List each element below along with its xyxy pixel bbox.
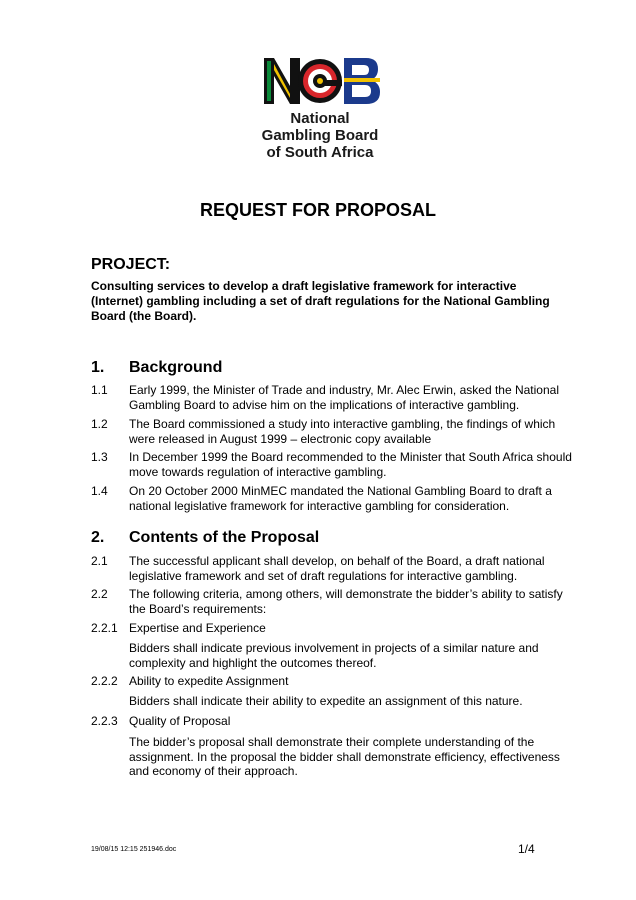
section-number: 2.: [91, 529, 105, 546]
section-heading-background: [91, 359, 222, 377]
section-title: Contents of the Proposal: [129, 529, 320, 546]
item-number: 2.2.1: [91, 621, 118, 635]
item-text: The Board commissioned a study into interactive gambling, the findings of which were released in August 1999 – electronic copy available: [129, 417, 556, 446]
org-name-line: of South Africa: [266, 144, 374, 161]
document-title: REQUEST FOR PROPOSAL: [199, 200, 437, 220]
item-number: 2.2.3: [91, 714, 118, 728]
item-number: 1.4: [91, 484, 108, 498]
list-item: [91, 484, 581, 513]
page-number: 1/4: [518, 842, 535, 856]
list-item: [91, 417, 581, 446]
org-name: [240, 110, 400, 161]
item-number: 1.2: [91, 417, 108, 431]
item-paragraph: The bidder’s proposal shall demonstrate their complete understanding of the assignment. In the proposal the bidder shall demonstrate efficiency, effectiveness and economy of their approach.: [129, 735, 560, 778]
item-number: 1.1: [91, 383, 108, 397]
item-paragraph: Bidders shall indicate their ability to expedite an assignment of this nature.: [129, 694, 523, 708]
item-paragraph: Bidders shall indicate previous involvement in projects of a similar nature and complexity and highlight the outcomes thereof.: [129, 641, 539, 670]
section-number: 1.: [91, 359, 105, 376]
item-text: On 20 October 2000 MinMEC mandated the National Gambling Board to draft a national legislative framework for interactive gambling for consideration.: [129, 484, 552, 513]
project-label: PROJECT:: [91, 256, 171, 273]
item-text: Quality of Proposal: [129, 714, 231, 728]
list-item: [91, 587, 581, 616]
item-number: 2.1: [91, 554, 108, 568]
item-number: 2.2: [91, 587, 108, 601]
item-number: 2.2.2: [91, 674, 118, 688]
list-item: [91, 383, 581, 412]
list-item: [91, 450, 581, 479]
item-number: 1.3: [91, 450, 108, 464]
item-text: The following criteria, among others, will demonstrate the bidder’s ability to satisfy the Board’s requirements:: [129, 587, 563, 616]
section-title: Background: [129, 359, 223, 376]
item-text: The successful applicant shall develop, on behalf of the Board, a draft national legislative framework and set of draft regulations for interactive gambling.: [129, 554, 545, 583]
ngb-logo-icon: [262, 54, 382, 106]
list-item: [91, 674, 581, 689]
item-text: Early 1999, the Minister of Trade and industry, Mr. Alec Erwin, asked the National Gambling Board to advise him on the implications of interactive gambling.: [129, 383, 559, 412]
list-item: [91, 621, 581, 636]
item-text: Expertise and Experience: [129, 621, 266, 635]
item-text: In December 1999 the Board recommended to the Minister that South Africa should move towards regulation of interactive gambling.: [129, 450, 572, 479]
org-name-line: National: [290, 110, 350, 127]
list-item: [91, 554, 581, 583]
section-heading-contents: [91, 529, 319, 547]
org-name-line: Gambling Board: [261, 127, 379, 144]
item-text: Ability to expedite Assignment: [129, 674, 289, 688]
project-description: Consulting services to develop a draft legislative framework for interactive (Internet) gambling including a set of draft regulations for the National Gambling Board (the Board).: [91, 279, 550, 323]
list-item: [91, 714, 581, 729]
footer-file-info: 19/08/15 12:15 251946.doc: [91, 846, 177, 853]
